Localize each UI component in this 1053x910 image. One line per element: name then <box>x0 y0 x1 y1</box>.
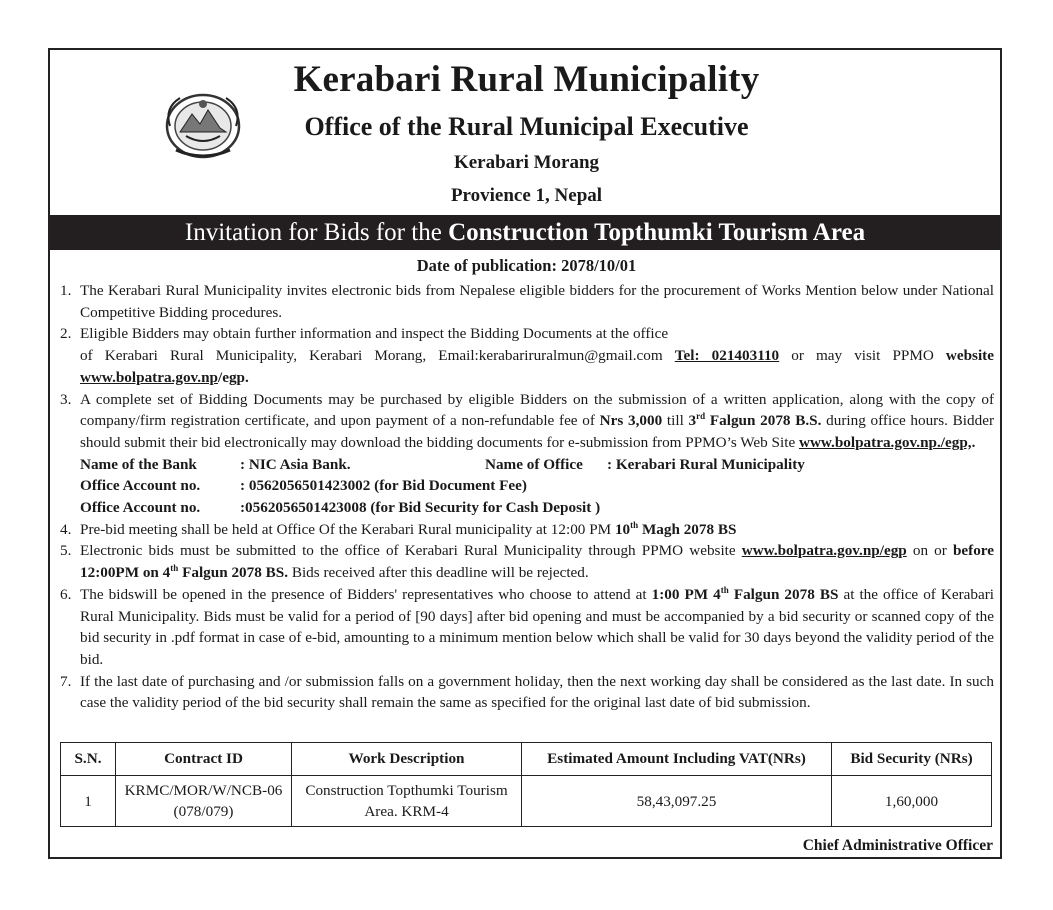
clause-2 <box>60 323 994 388</box>
clause-text: on or <box>906 542 953 560</box>
account-value: : 0562056501423002 (for Bid Document Fee) <box>240 477 527 495</box>
website-link[interactable]: www.bolpatra.gov.np./egp, <box>798 433 972 451</box>
clause-number: 7. <box>60 672 72 690</box>
publication-date: Date of publication: 2078/10/01 <box>416 256 637 275</box>
clause-number: 5. <box>60 542 72 560</box>
clause-7 <box>60 671 994 714</box>
prebid-date <box>615 521 737 538</box>
office-name-value: : Kerabari Rural Municipality <box>607 455 805 473</box>
signoff: Chief Administrative Officer <box>802 837 993 854</box>
clause-text: Electronic bids must be submitted to the office of Kerabari Rural Municipality through PPMO website <box>80 542 742 560</box>
sn-cell: 1 <box>61 776 116 827</box>
clause-text: Eligible Bidders may obtain further information and inspect the Bidding Documents at the office <box>80 325 669 343</box>
website-link[interactable]: www.bolpatra.gov.np/egp <box>741 542 907 560</box>
notice-body <box>60 280 994 714</box>
clause-text: A complete set of Bidding Documents may be purchased by eligible Bidders on the submission of a written application, along with the copy of company/firm registration certificate, and upon payment of a non-refundable fee of <box>80 390 994 430</box>
column-header: Contract ID <box>116 743 292 776</box>
deadline-date <box>689 412 822 429</box>
account-value: :0562056501423008 (for Bid Security for Cash Deposit ) <box>240 499 601 517</box>
clause-text: Bids received after this deadline will be rejected. <box>288 564 589 582</box>
province-line: Provience 1, Nepal <box>450 185 603 206</box>
column-header: Bid Security (NRs) <box>832 743 992 776</box>
date-suffix: th <box>720 584 729 595</box>
deadline-part: Falgun 2078 BS. <box>178 564 289 582</box>
time-part: Falgun 2078 BS <box>728 585 839 603</box>
clause-text: at the office of Kerabari Rural Municipality. Bids must be valid for a period of [90 days] after bid opening and must be accompanied by a bid security or scanned copy of the bid security in .pdf format in case of e-bid, amounting to a minimum mention below which shall be valid for 30 days beyond the validity period of the bid. <box>80 585 995 668</box>
clause-6 <box>60 584 994 671</box>
invitation-banner <box>50 215 1000 250</box>
date-rest: Falgun 2078 B.S. <box>705 412 822 430</box>
banner-prefix: Invitation for Bids for the <box>184 219 449 246</box>
clause-number: 3. <box>60 390 72 408</box>
website-path: /egp. <box>217 368 249 386</box>
municipality-title: Kerabari Rural Municipality <box>293 59 760 100</box>
table-row <box>61 776 992 827</box>
clause-text: or may visit PPMO <box>779 347 946 365</box>
bank-details <box>60 454 994 519</box>
office-name-label: Name of Office <box>485 455 583 473</box>
account-label: Office Account no. <box>80 477 201 495</box>
date-rest: Magh 2078 BS <box>638 520 737 538</box>
estimated-amount-cell: 58,43,097.25 <box>522 776 832 827</box>
location-line: Kerabari Morang <box>453 152 600 173</box>
date-suffix: th <box>170 563 179 574</box>
telephone: Tel: 021403110 <box>674 347 780 365</box>
clause-text: Pre-bid meeting shall be held at Office Of the Kerabari Rural municipality at 12:00 PM <box>80 520 615 538</box>
column-header: Work Description <box>292 743 522 776</box>
date-suffix: th <box>630 519 639 530</box>
clause-number: 2. <box>60 325 72 343</box>
deadline-part: before 12:00PM on 4 <box>80 542 994 582</box>
column-header: Estimated Amount Including VAT(NRs) <box>522 743 832 776</box>
clause-text: during office hours. Bidder should submit their bid electronically may download the bidding documents for e-submission from PPMO’s Web Site <box>80 412 995 451</box>
clause-number: 1. <box>60 282 72 299</box>
date-day: 10 <box>614 520 631 538</box>
bid-security-cell: 1,60,000 <box>832 776 992 827</box>
date-day: 3 <box>688 412 697 430</box>
table-header-row <box>61 743 992 776</box>
work-description-cell: Construction Topthumki Tourism Area. KRM-4 <box>292 776 522 827</box>
date-suffix: rd <box>696 411 706 422</box>
clause-number: 6. <box>60 585 72 603</box>
clause-text: The Kerabari Rural Municipality invites electronic bids from Nepalese eligible bidders for the procurement of Works Mention below under National Competitive Bidding procedures. <box>80 282 994 321</box>
clause-end: . <box>971 433 976 451</box>
time-part: 1:00 PM 4 <box>651 585 721 603</box>
website-link[interactable]: www.bolpatra.gov.np <box>80 368 218 386</box>
bank-name-value: : NIC Asia Bank. <box>240 455 351 473</box>
clause-text: of Kerabari Rural Municipality, Kerabari Morang, Email:kerabariruralmun@gmail.com <box>80 347 675 365</box>
opening-time <box>652 586 839 603</box>
clause-4 <box>60 519 994 541</box>
clause-1 <box>60 280 994 323</box>
banner-subject: Construction Topthumki Tourism Area <box>448 219 866 246</box>
fee: Nrs 3,000 <box>599 412 663 430</box>
account-label: Office Account no. <box>80 499 201 517</box>
clause-3 <box>60 389 994 454</box>
clause-number: 4. <box>60 520 72 538</box>
bid-table <box>60 742 992 827</box>
clause-text: The bidswill be opened in the presence of Bidders' representatives who choose to attend at <box>80 585 652 603</box>
bank-name-label: Name of the Bank <box>80 455 197 473</box>
clause-text: If the last date of purchasing and /or submission falls on a government holiday, then the next working day shall be considered as the last date. In such case the validity period of the bid security shall remain the same as specified for the original last date of bid submission. <box>80 672 994 712</box>
contract-id-cell: KRMC/MOR/W/NCB-06(078/079) <box>116 776 292 827</box>
column-header: S.N. <box>61 743 116 776</box>
clause-text: till <box>662 412 689 430</box>
clause-5 <box>60 540 994 583</box>
website-label: website <box>945 347 994 365</box>
office-title: Office of the Rural Municipal Executive <box>304 112 749 141</box>
